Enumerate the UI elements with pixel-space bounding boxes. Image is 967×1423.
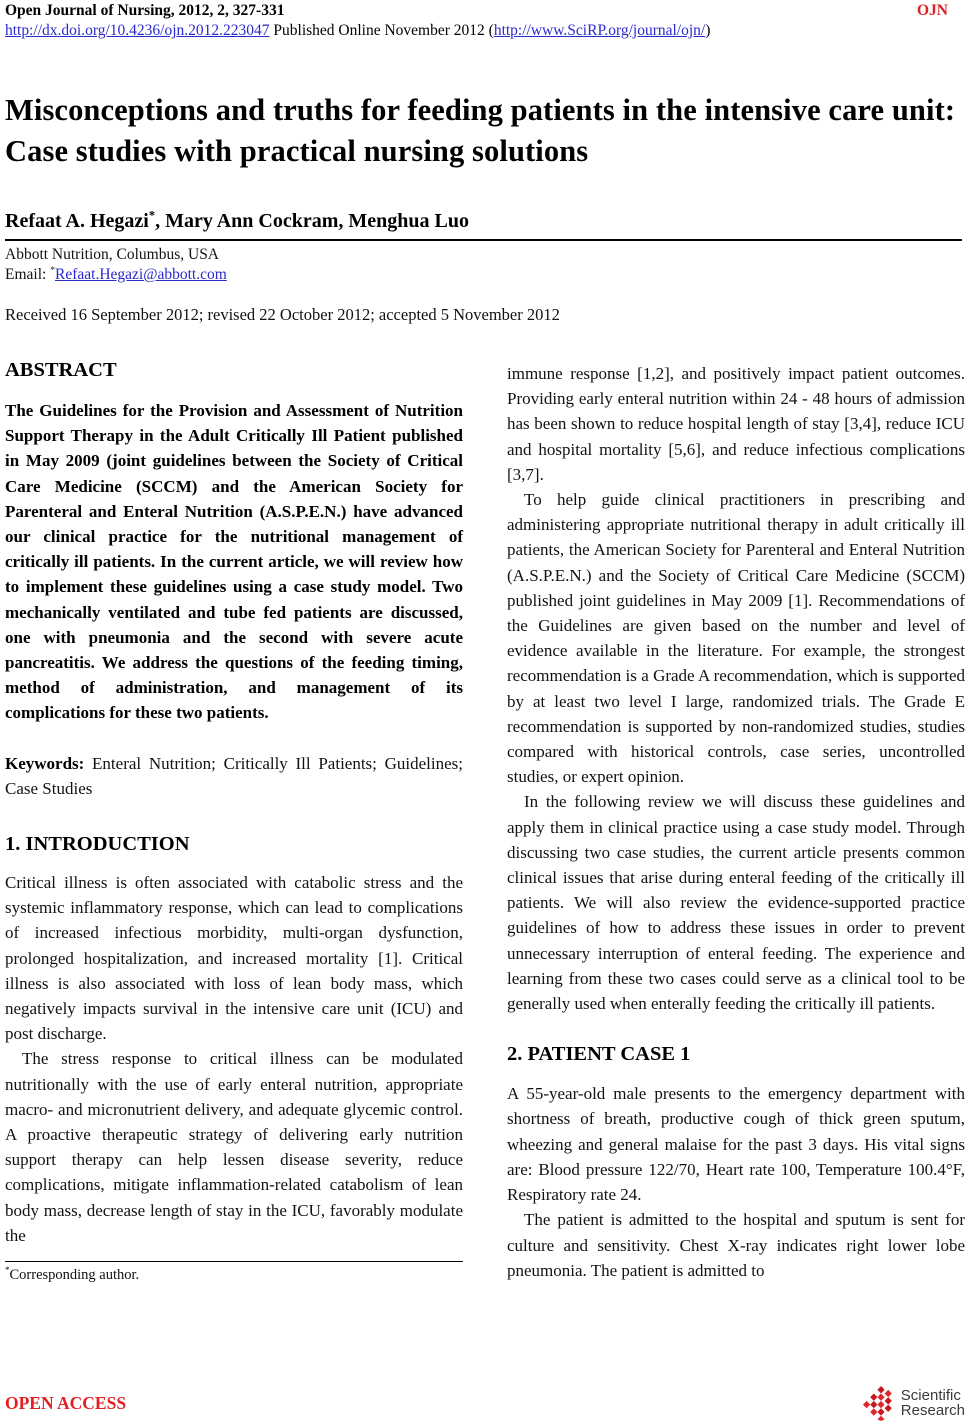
introduction-paragraph-1: Critical illness is often associated with catabolic stress and the systemic inflammatory response, which can lead to complications of increased infectious morbidity, multi-organ dysfunction, prolonged hospitalization, and increased mortality [1]. Critical illness is also associated with loss of lean body mass, which negatively impacts survival in the intensive care unit (ICU) and post discharge. [5, 873, 463, 1044]
received-dates: Received 16 September 2012; revised 22 October 2012; accepted 5 November 2012 [5, 305, 560, 324]
author-others: , Mary Ann Cockram, Menghua Luo [155, 210, 469, 232]
email-label: Email: [5, 266, 51, 283]
email-asterisk: * [50, 264, 55, 276]
email-link[interactable]: Refaat.Hegazi@abbott.com [55, 266, 227, 283]
scirp-diamonds-icon [863, 1385, 899, 1421]
case1-paragraph-1: A 55-year-old male presents to the emergency department with shortness of breath, productive cough of thick green sputum, wheezing and general malaise for the past 3 days. His vital signs are: Blood pressure 122/70, Heart rate 100, Temperature 100.4°F, Respiratory rate 24. [507, 1084, 965, 1205]
footnote-text: Corresponding author. [9, 1267, 140, 1284]
body-paragraph-continuation: immune response [1,2], and positively impact patient outcomes. Providing early enteral nutrition within 24 - 48 hours of admission has been shown to reduce hospital length of stay [3,4], reduce ICU and hospital mortality [5,6], and reduce infectious complications [3,7]. [507, 364, 965, 484]
introduction-paragraph-2: The stress response to critical illness can be modulated nutritionally with the use of early enteral nutrition, appropriate macro- and micronutrient delivery, and adequate glycemic control. A proactive therapeutic strategy of delivering early nutrition support therapy can help lessen disease severity, reduce complications, mitigate inflammation-related catabolism of lean body mass, decrease length of stay in the ICU, favorably modulate the [5, 1049, 463, 1245]
publisher-name-line2: Research [900, 1402, 965, 1419]
introduction-heading: 1. INTRODUCTION [5, 833, 190, 856]
keywords-label: Keywords: [5, 753, 85, 773]
publisher-name [901, 1388, 965, 1419]
abstract-text: The Guidelines for the Provision and Assessment of Nutrition Support Therapy in the Adult Critically Ill Patient published in May 2009 (joint guidelines between the Society of Critical Care Medicine (SCCM) and the American Society for Parenteral and Enteral Nutrition (A.S.P.E.N.) have advanced our clinical practice for the nutritional management of critically ill patients. In the current article, we will review how to implement these guidelines using a case study model. Two mechanically ventilated and tube fed patients are discussed, one with pneumonia and the second with severe acute pancreatitis. We address the questions of the feeding timing, method of administration, and management of its complications for these two patients. [5, 401, 463, 723]
publisher-logo [863, 1385, 965, 1421]
case1-paragraph-2: The patient is admitted to the hospital and sputum is sent for culture and sensitivity. Chest X-ray indicates right lower lobe pneumonia. The patient is admitted to [507, 1210, 965, 1280]
affiliation: Abbott Nutrition, Columbus, USA [5, 246, 220, 263]
corresponding-author-asterisk: * [148, 208, 156, 223]
body-paragraph-guidelines: To help guide clinical practitioners in prescribing and administering appropriate nutritional therapy in adult critically ill patients, the American Society for Parenteral and Enteral Nutrition (A.S.P.E.N.) and the Society of Critical Care Medicine (SCCM) published joint guidelines in May 2009 [1]. Recommendations of the Guidelines are given based on the number and level of evidence available in the literature. For example, the strongest recommendation is a Grade A recommendation, which is supported by at least two level I large, randomized trials. The Grade E recommendation is supported by non-randomized studies, studies compared with historical controls, case series, uncontrolled studies, or expert opinion. [507, 490, 965, 787]
author-lead: Refaat A. Hegazi [5, 210, 149, 232]
footnote-asterisk: * [5, 1265, 10, 1276]
right-column [507, 356, 965, 1284]
published-close-paren: ) [705, 22, 711, 39]
journal-homepage-link[interactable]: http://www.SciRP.org/journal/ojn/ [493, 22, 706, 39]
keywords-line [5, 751, 463, 801]
corresponding-author-footnote [5, 1261, 463, 1284]
article-title: Misconceptions and truths for feeding patients in the intensive care unit: Case studies with practical nursing solutions [5, 93, 956, 168]
open-access-badge: OPEN ACCESS [5, 1393, 127, 1413]
doi-line [5, 22, 962, 40]
email-line [5, 266, 962, 284]
published-online-text: Published Online November 2012 ( [269, 22, 494, 39]
article-body [5, 356, 965, 1284]
publisher-name-line1: Scientific [900, 1386, 961, 1404]
left-column [5, 356, 463, 1284]
author-line [5, 210, 962, 241]
journal-citation: Open Journal of Nursing, 2012, 2, 327-331 [5, 2, 285, 19]
page-header [5, 2, 962, 20]
body-paragraph-review: In the following review we will discuss these guidelines and apply them in clinical practice using a case study model. Through discussing two case studies, the current article presents common clinical issues that arise during enteral feeding of the critically ill patients. We will also review the evidence-supported practice guidelines of how to address these issues in order to prevent unnecessary interruption of enteral feeding. The experience and learning from these two cases could serve as a clinical tool to be generally used when enterally feeding the critically ill patients. [507, 792, 965, 1014]
journal-code: OJN [917, 2, 948, 19]
abstract-heading: ABSTRACT [5, 359, 117, 381]
keywords-list: Enteral Nutrition; Critically Ill Patients; Guidelines; Case Studies [5, 753, 463, 798]
doi-link[interactable]: http://dx.doi.org/10.4236/ojn.2012.223047 [5, 22, 270, 39]
patient-case-1-heading: 2. PATIENT CASE 1 [507, 1043, 691, 1066]
